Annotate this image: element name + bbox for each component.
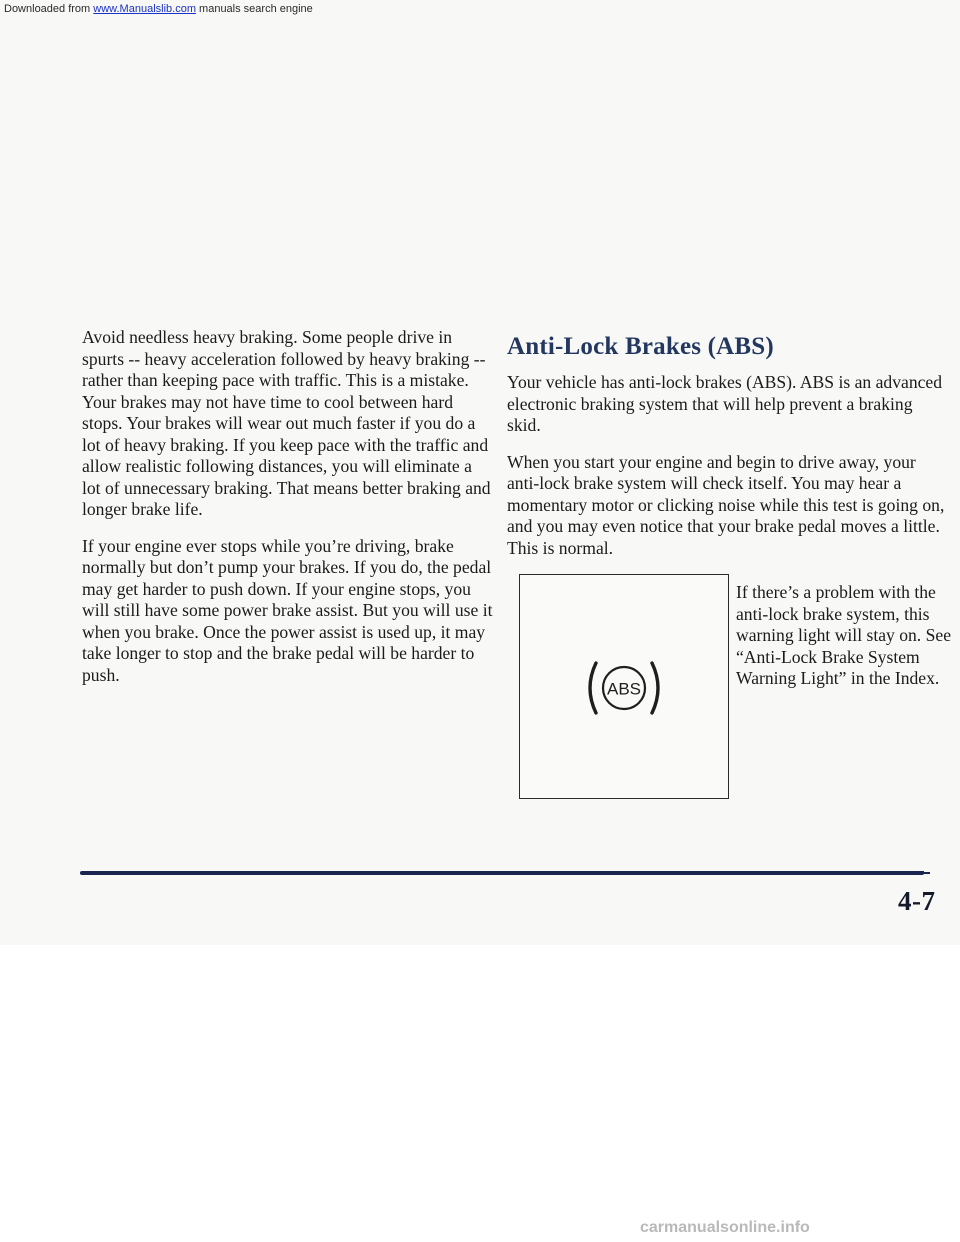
page-number: 4-7 <box>898 886 936 916</box>
warning-light-box <box>519 574 729 799</box>
warning-light-caption <box>736 582 956 690</box>
manualslib-link[interactable]: www.Manualslib.com <box>93 3 196 15</box>
paragraph-engine-stops: If your engine ever stops while you’re driving, brake normally but don’t pump your brakes. If you do, the pedal may get harder to push down. If your engine stops, you will still have some power brake assist. But you will use it when you brake. Once the power assist is used up, it may take longer to stop and the brake pedal will be harder to push. <box>82 535 493 685</box>
paragraph-heavy-braking: Avoid needless heavy braking. Some people drive in spurts -- heavy acceleration followed by heavy braking -- rather than keeping pace with traffic. This is a mistake. Your brakes may not have time to cool between hard stops. Your brakes will wear out much faster if you do a lot of heavy braking. If you keep pace with the traffic and allow realistic following distances, you will eliminate a lot of unnecessary braking. That means better braking and longer brake life. <box>82 327 491 519</box>
right-column <box>507 332 952 804</box>
paragraph-abs-intro: Your vehicle has anti-lock brakes (ABS). ABS is an advanced electronic braking system that will help prevent a braking skid. <box>507 372 943 435</box>
header-suffix: manuals search engine <box>195 3 313 15</box>
paragraph-abs-self-check: When you start your engine and begin to drive away, your anti-lock brake system will check itself. You may hear a momentary motor or clicking noise while this test is going on, and you may even notice that your brake pedal moves a little. This is normal. <box>507 451 945 558</box>
paragraph-warning-light: If there’s a problem with the anti-lock brake system, this warning light will stay on. See “Anti-Lock Brake System Warning Light” in the Index. <box>736 582 952 688</box>
section-heading-abs: Anti-Lock Brakes (ABS) <box>507 333 774 360</box>
footer-rule-tail <box>780 872 930 874</box>
left-column <box>82 327 494 701</box>
warning-light-figure <box>507 574 952 804</box>
abs-icon-label: ABS <box>606 679 642 699</box>
watermark: carmanualsonline.info <box>640 1219 810 1236</box>
download-header <box>0 0 960 18</box>
abs-warning-light-icon <box>586 657 662 719</box>
header-prefix: Downloaded from <box>4 3 94 15</box>
